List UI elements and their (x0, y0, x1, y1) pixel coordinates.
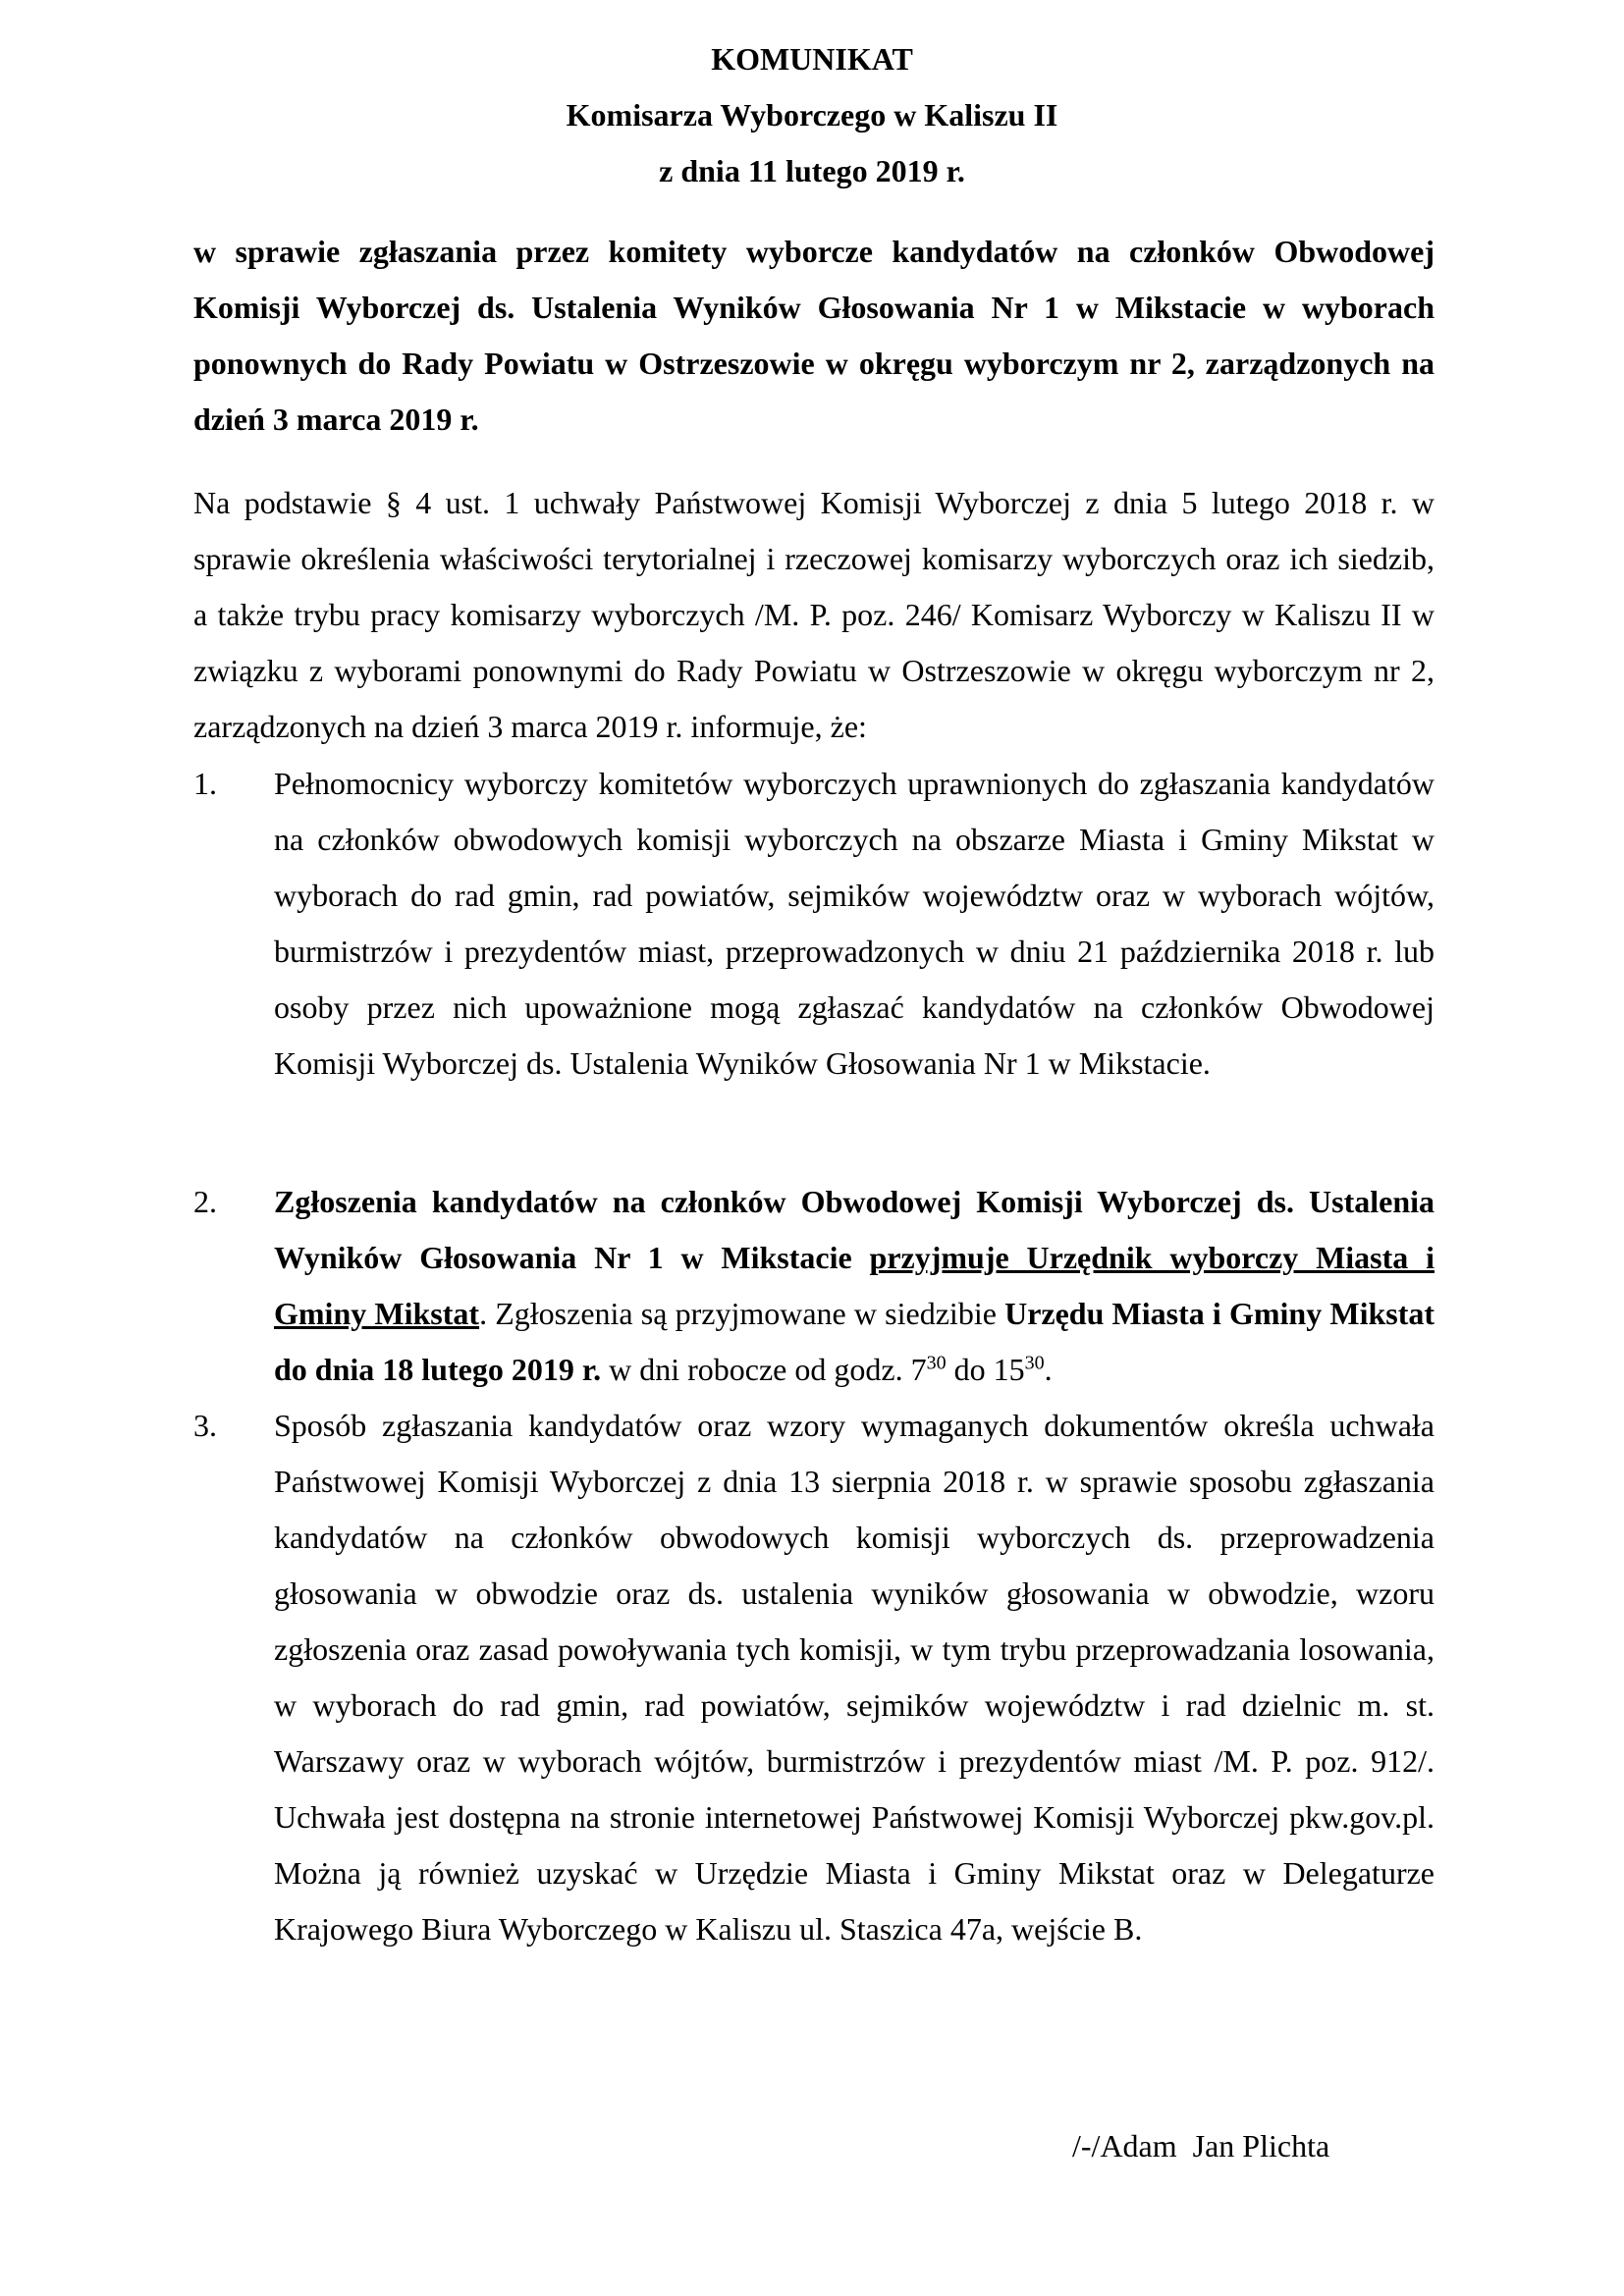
time-to-hour: 15 (993, 1352, 1025, 1387)
item2-plain-text-3: do (946, 1352, 994, 1387)
list-item-text (274, 1174, 1435, 1398)
list-item-number: 3. (193, 1408, 217, 1443)
item2-plain-text-1: . Zgłoszenia są przyjmowane w siedzibie (479, 1296, 1005, 1331)
list-item-number: 1. (193, 766, 217, 801)
signature: /-/Adam Jan Plichta (1072, 2128, 1330, 2163)
time-from-minutes: 30 (926, 1352, 947, 1374)
document-title: KOMUNIKAT (711, 41, 913, 77)
intro-paragraph: Na podstawie § 4 ust. 1 uchwały Państwowej Komisji Wyborczej z dnia 5 lutego 2018 r. w sprawie określenia właściwości terytorialnej i rzeczowej komisarzy wyborczych oraz ich siedzib, a także trybu pracy komisarzy wyborczych /M. P. poz. 246/ Komisarz Wyborczy w Kaliszu II w związku z wyborami ponownymi do Rady Powiatu w Ostrzeszowie w okręgu wyborczym nr 2, zarządzonych na dzień 3 marca 2019 r. informuje, że: (193, 485, 1435, 744)
document-issuer: Komisarza Wyborczego w Kaliszu II (566, 97, 1058, 133)
item2-plain-text-4: . (1044, 1352, 1053, 1387)
list-item-number: 2. (193, 1184, 217, 1219)
time-from-hour: 7 (910, 1352, 927, 1387)
list-item-text: Pełnomocnicy wyborczy komitetów wyborczych uprawnionych do zgłaszania kandydatów na członków obwodowych komisji wyborczych na obszarze Miasta i Gminy Mikstat w wyborach do rad gmin, rad powiatów, sejmików województw oraz w wyborach wójtów, burmistrzów i prezydentów miast, przeprowadzonych w dniu 21 października 2018 r. lub osoby przez nich upoważnione mogą zgłaszać kandydatów na członków Obwodowej Komisji Wyborczej ds. Ustalenia Wyników Głosowania Nr 1 w Mikstacie. (274, 766, 1435, 1081)
list-item-text: Sposób zgłaszania kandydatów oraz wzory wymaganych dokumentów określa uchwała Państwowej Komisji Wyborczej z dnia 13 sierpnia 2018 r. w sprawie sposobu zgłaszania kandydatów na członków obwodowych komisji wyborczych ds. przeprowadzenia głosowania w obwodzie oraz ds. ustalenia wyników głosowania w obwodzie, wzoru zgłoszenia oraz zasad powoływania tych komisji, w tym trybu przeprowadzania losowania, w wyborach do rad gmin, rad powiatów, sejmików województw i rad dzielnic m. st. Warszawy oraz w wyborach wójtów, burmistrzów i prezydentów miast /M. P. poz. 912/. Uchwała jest dostępna na stronie internetowej Państwowej Komisji Wyborczej pkw.gov.pl. Można ją również uzyskać w Urzędzie Miasta i Gminy Mikstat oraz w Delegaturze Krajowego Biura Wyborczego w Kaliszu ul. Staszica 47a, wejście B. (274, 1408, 1435, 1947)
item2-underlined-text: przyjmuje Urzędnik wyborczy Miasta i Gminy Mikstat (274, 1240, 1435, 1331)
item2-bold-text-2: Urzędu Miasta i Gminy Mikstat do dnia 18 lutego 2019 r. (274, 1296, 1435, 1387)
document-subject: w sprawie zgłaszania przez komitety wyborcze kandydatów na członków Obwodowej Komisji Wyborczej ds. Ustalenia Wyników Głosowania Nr 1 w Mikstacie w wyborach ponownych do Rady Powiatu w Ostrzeszowie w okręgu wyborczym nr 2, zarządzonych na dzień 3 marca 2019 r. (193, 234, 1435, 437)
item2-bold-text-1: Zgłoszenia kandydatów na członków Obwodowej Komisji Wyborczej ds. Ustalenia Wyników Głosowania Nr 1 w Mikstacie (274, 1184, 1435, 1275)
document-date: z dnia 11 lutego 2019 r. (659, 153, 965, 188)
item2-plain-text-2: w dni robocze od godz. (601, 1352, 911, 1387)
time-to-minutes: 30 (1024, 1352, 1045, 1374)
